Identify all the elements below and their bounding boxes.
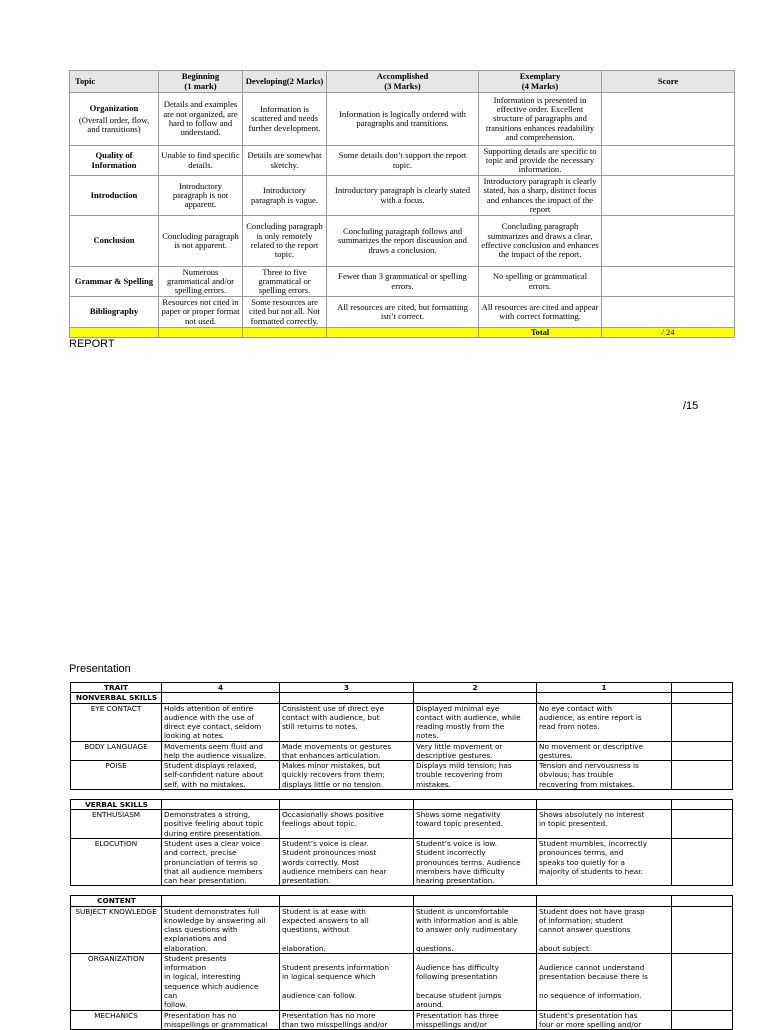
descriptor-c4: Holds attention of entire audience with the use of direct eye contact, seldom looking at notes. bbox=[162, 703, 280, 741]
topic-cell: Organization (Overall order, flow, and transitions) bbox=[70, 93, 159, 146]
points-cell[interactable] bbox=[672, 741, 733, 761]
trait-name: ORGANIZATION bbox=[71, 953, 162, 1010]
header-developing: Developing(2 Marks) bbox=[243, 71, 327, 93]
trait-name: SUBJECT KNOWLEDGE bbox=[71, 906, 162, 953]
developing-cell: Some resources are cited but not all. Not formatted correctly. bbox=[243, 297, 327, 328]
descriptor-c2: Displayed minimal eye contact with audience, while reading mostly from the notes. bbox=[414, 703, 537, 741]
trait-row bbox=[71, 761, 733, 790]
header-score-1: 1 bbox=[537, 683, 672, 693]
header-score: Score bbox=[602, 71, 735, 93]
header-score-2: 2 bbox=[414, 683, 537, 693]
trait-row bbox=[71, 1010, 733, 1030]
presentation-header-row bbox=[71, 683, 733, 693]
points-cell[interactable] bbox=[672, 953, 733, 1010]
beginning-cell: Introductory paragraph is not apparent. bbox=[159, 176, 243, 216]
total-score[interactable]: / 24 bbox=[602, 328, 735, 338]
score-cell[interactable] bbox=[602, 146, 735, 176]
section-header-row bbox=[71, 799, 733, 809]
descriptor-c4: Demonstrates a strong, positive feeling about topic during entire presentation. bbox=[162, 810, 280, 839]
accomplished-cell: Fewer than 3 grammatical or spelling errors. bbox=[327, 267, 479, 297]
trait-row bbox=[71, 838, 733, 885]
developing-cell: Concluding paragraph is only remotely related to the report topic. bbox=[243, 216, 327, 267]
trait-row bbox=[71, 741, 733, 761]
report-score-label: /15 bbox=[683, 400, 699, 412]
header-topic: Topic bbox=[70, 71, 159, 93]
score-cell[interactable] bbox=[602, 93, 735, 146]
descriptor-c2: Very little movement or descriptive gestures. bbox=[414, 741, 537, 761]
header-accomplished: Accomplished (3 Marks) bbox=[327, 71, 479, 93]
section-title: VERBAL SKILLS bbox=[71, 799, 162, 809]
report-row-bibliography bbox=[70, 297, 735, 328]
developing-cell: Details are somewhat sketchy. bbox=[243, 146, 327, 176]
developing-cell: Information is scattered and needs further development. bbox=[243, 93, 327, 146]
trait-row bbox=[71, 953, 733, 1010]
exemplary-cell: Supporting details are specific to topic and provide the necessary information. bbox=[479, 146, 602, 176]
report-row-quality bbox=[70, 146, 735, 176]
report-total-row bbox=[70, 328, 735, 338]
section-header-row bbox=[71, 896, 733, 906]
presentation-label: Presentation bbox=[69, 663, 131, 675]
score-cell[interactable] bbox=[602, 216, 735, 267]
topic-cell: Grammar & Spelling bbox=[70, 267, 159, 297]
trait-name: EYE CONTACT bbox=[71, 703, 162, 741]
descriptor-c3: Makes minor mistakes, but quickly recovers from them; displays little or no tension. bbox=[280, 761, 414, 790]
topic-cell: Quality of Information bbox=[70, 146, 159, 176]
points-cell[interactable] bbox=[672, 1010, 733, 1030]
exemplary-cell: Concluding paragraph summarizes and draws a clear, effective conclusion and enhances the impact of the report. bbox=[479, 216, 602, 267]
header-points bbox=[672, 683, 733, 693]
topic-cell: Bibliography bbox=[70, 297, 159, 328]
developing-cell: Introductory paragraph is vague. bbox=[243, 176, 327, 216]
presentation-rubric-table bbox=[70, 682, 733, 1030]
descriptor-c4: Student uses a clear voice and correct, precise pronunciation of terms so that all audience members can hear presentation. bbox=[162, 838, 280, 885]
report-row-grammar bbox=[70, 267, 735, 297]
accomplished-cell: Concluding paragraph follows and summarizes the report discussion and draws a conclusion. bbox=[327, 216, 479, 267]
trait-row bbox=[71, 703, 733, 741]
descriptor-c2: Shows some negativity toward topic presented. bbox=[414, 810, 537, 839]
points-cell[interactable] bbox=[672, 703, 733, 741]
descriptor-c4: Student displays relaxed, self-confident nature about self, with no mistakes. bbox=[162, 761, 280, 790]
descriptor-c2: Displays mild tension; has trouble recovering from mistakes. bbox=[414, 761, 537, 790]
trait-name: MECHANICS bbox=[71, 1010, 162, 1030]
topic-cell: Conclusion bbox=[70, 216, 159, 267]
report-row-introduction bbox=[70, 176, 735, 216]
descriptor-c4: Movements seem fluid and help the audience visualize. bbox=[162, 741, 280, 761]
descriptor-c1: Student does not have grasp of information; student cannot answer questions about subject. bbox=[537, 906, 672, 953]
descriptor-c2: Audience has difficulty following presentation because student jumps around. bbox=[414, 953, 537, 1010]
descriptor-c3: Student’s voice is clear. Student pronounces most words correctly. Most audience members can hear presentation. bbox=[280, 838, 414, 885]
beginning-cell: Numerous grammatical and/or spelling errors. bbox=[159, 267, 243, 297]
exemplary-cell: All resources are cited and appear with correct formatting. bbox=[479, 297, 602, 328]
report-label: REPORT bbox=[69, 338, 115, 350]
section-spacer bbox=[71, 886, 733, 896]
descriptor-c1: No eye contact with audience, as entire report is read from notes. bbox=[537, 703, 672, 741]
descriptor-c1: Shows absolutely no interest in topic presented. bbox=[537, 810, 672, 839]
trait-name: ELOCUTION bbox=[71, 838, 162, 885]
descriptor-c1: Student mumbles, incorrectly pronounces terms, and speaks too quietly for a majority of students to hear. bbox=[537, 838, 672, 885]
descriptor-c2: Presentation has three misspellings and/or bbox=[414, 1010, 537, 1030]
trait-name: BODY LANGUAGE bbox=[71, 741, 162, 761]
trait-name: POISE bbox=[71, 761, 162, 790]
header-score-4: 4 bbox=[162, 683, 280, 693]
descriptor-c4: Student demonstrates full knowledge by answering all class questions with explanations and elaboration. bbox=[162, 906, 280, 953]
points-cell[interactable] bbox=[672, 838, 733, 885]
beginning-cell: Concluding paragraph is not apparent. bbox=[159, 216, 243, 267]
trait-row bbox=[71, 906, 733, 953]
section-spacer bbox=[71, 789, 733, 799]
header-exemplary: Exemplary (4 Marks) bbox=[479, 71, 602, 93]
header-trait: TRAIT bbox=[71, 683, 162, 693]
trait-name: ENTHUSIASM bbox=[71, 810, 162, 839]
report-row-conclusion bbox=[70, 216, 735, 267]
header-score-3: 3 bbox=[280, 683, 414, 693]
descriptor-c3: Occasionally shows positive feelings about topic. bbox=[280, 810, 414, 839]
exemplary-cell: Introductory paragraph is clearly stated, has a sharp, distinct focus and enhances the impact of the report bbox=[479, 176, 602, 216]
descriptor-c3: Student presents information in logical sequence which audience can follow. bbox=[280, 953, 414, 1010]
exemplary-cell: Information is presented in effective order. Excellent structure of paragraphs and transitions enhances readability and comprehension. bbox=[479, 93, 602, 146]
descriptor-c2: Student is uncomfortable with information and is able to answer only rudimentary questions. bbox=[414, 906, 537, 953]
trait-row bbox=[71, 810, 733, 839]
descriptor-c1: Audience cannot understand presentation because there is no sequence of information. bbox=[537, 953, 672, 1010]
descriptor-c4: Student presents information in logical, interesting sequence which audience can follow. bbox=[162, 953, 280, 1010]
accomplished-cell: Introductory paragraph is clearly stated with a focus. bbox=[327, 176, 479, 216]
points-cell[interactable] bbox=[672, 906, 733, 953]
section-title: CONTENT bbox=[71, 896, 162, 906]
topic-cell: Introduction bbox=[70, 176, 159, 216]
descriptor-c4: Presentation has no misspellings or grammatical bbox=[162, 1010, 280, 1030]
developing-cell: Three to five grammatical or spelling errors. bbox=[243, 267, 327, 297]
beginning-cell: Details and examples are not organized, are hard to follow and understand. bbox=[159, 93, 243, 146]
descriptor-c3: Student is at ease with expected answers to all questions, without elaboration. bbox=[280, 906, 414, 953]
beginning-cell: Resources not cited in paper or proper format not used. bbox=[159, 297, 243, 328]
score-cell[interactable] bbox=[602, 267, 735, 297]
points-cell[interactable] bbox=[672, 810, 733, 839]
exemplary-cell: No spelling or grammatical errors. bbox=[479, 267, 602, 297]
descriptor-c1: Student’s presentation has four or more spelling and/or bbox=[537, 1010, 672, 1030]
descriptor-c2: Student’s voice is low. Student incorrectly pronounces terms. Audience members have difficulty hearing presentation. bbox=[414, 838, 537, 885]
accomplished-cell: All resources are cited, but formatting isn’t correct. bbox=[327, 297, 479, 328]
score-cell[interactable] bbox=[602, 176, 735, 216]
report-rubric-table bbox=[69, 70, 735, 338]
score-cell[interactable] bbox=[602, 297, 735, 328]
report-row-organization bbox=[70, 93, 735, 146]
points-cell[interactable] bbox=[672, 761, 733, 790]
descriptor-c1: No movement or descriptive gestures. bbox=[537, 741, 672, 761]
accomplished-cell: Some details don’t support the report topic. bbox=[327, 146, 479, 176]
descriptor-c3: Made movements or gestures that enhances articulation. bbox=[280, 741, 414, 761]
descriptor-c3: Consistent use of direct eye contact with audience, but still returns to notes. bbox=[280, 703, 414, 741]
section-title: NONVERBAL SKILLS bbox=[71, 693, 162, 703]
report-header-row bbox=[70, 71, 735, 93]
descriptor-c3: Presentation has no more than two misspellings and/or bbox=[280, 1010, 414, 1030]
presentation-body bbox=[71, 693, 733, 1030]
accomplished-cell: Information is logically ordered with paragraphs and transitions. bbox=[327, 93, 479, 146]
descriptor-c1: Tension and nervousness is obvious; has trouble recovering from mistakes. bbox=[537, 761, 672, 790]
total-label: Total bbox=[479, 328, 602, 338]
section-header-row bbox=[71, 693, 733, 703]
beginning-cell: Unable to find specific details. bbox=[159, 146, 243, 176]
header-beginning: Beginning (1 mark) bbox=[159, 71, 243, 93]
